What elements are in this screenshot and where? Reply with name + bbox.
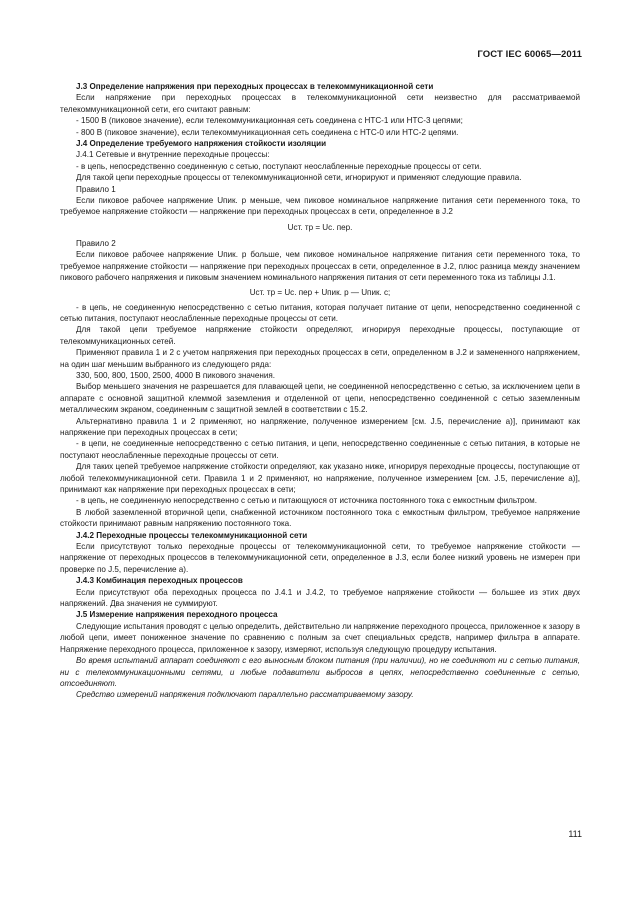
list-item: - 1500 В (пиковое значение), если телекоммуникационная сеть соединена с НТС-1 или НТС-3 цепями; [76,116,463,126]
document-body [60,81,580,701]
standard-header: ГОСТ IEC 60065—2011 [477,49,582,60]
section-heading-j3: J.3 Определение напряжения при переходных процессах в телекоммуникационной сети [76,82,434,91]
page-number: 111 [568,829,582,839]
paragraph: Если присутствуют только переходные процессы от телекоммуникационной сети, то требуемое напряжение стойкости — напряжение от переходных процессов в телекоммуникационной сети, определенное в J.3, если более низкий уровень не измерен при проверке по J.5, перечисление а). [60,542,580,574]
paragraph: Если пиковое рабочее напряжение Uпик. р больше, чем пиковое номинальное напряжение питания сети переменного тока, то требуемое напряжение стойкости — напряжение при переходных процессах в сети, определенное в J.2, плюс разница между значением пикового рабочего напряжения и пиковым значением номинального напряжения питания от сети переменного тока из таблицы J.1. [60,250,580,283]
paragraph: Для такой цепи переходные процессы от телекоммуникационной сети, игнорируют и применяют следующие правила. [76,173,522,183]
list-item: - в цепь, непосредственно соединенную с сетью, поступают неослабленные переходные процессы от сети. [76,161,482,171]
paragraph: Альтернативно правила 1 и 2 применяют, но напряжение, полученное измерением [см. J.5, перечисление а)], принимают как напряжение при переходных процессах в сети; [60,416,580,437]
paragraph: Следующие испытания проводят с целью определить, действительно ли напряжение переходного процесса, приложенное к зазору в любой цепи, имеет пониженное значение по сравнению с полным за счет специальных средств, например фильтра в аппарате. Напряжение переходного процесса, приложенное к зазору, измеряют, используя следующую процедуру испытания. [60,621,580,654]
section-heading-j43: J.4.3 Комбинация переходных процессов [76,576,243,586]
list-item: - в цепь, не соединенную непосредственно с сетью и питающуюся от источника постоянного тока с емкостным фильтром. [76,496,537,506]
section-heading-j5: J.5 Измерение напряжения переходного процесса [76,610,278,620]
list-item: - 800 В (пиковое значение), если телекоммуникационная сеть соединена с НТС-0 или НТС-2 цепями. [76,127,459,137]
paragraph: Если напряжение при переходных процессах в телекоммуникационной сети неизвестно для рассматриваемой телекоммуникационной сети, его считают равным: [60,93,580,114]
paragraph: Для такой цепи требуемое напряжение стойкости определяют, игнорируя переходные процессы, поступающие от телекоммуникационных сетей. [60,325,580,346]
rule-label: Правило 1 [76,184,116,194]
paragraph: Выбор меньшего значения не разрешается для плавающей цепи, не соединенной непосредственно с сетью, за исключением цепи в аппарате с основной защитной клеммой заземления и отделенной от цепи, непосредственно соединенной с сетью заземленным металлическим экраном, соединенным с защитной землей в соответствии с 15.2. [60,382,580,415]
italic-paragraph: Средство измерений напряжения подключают параллельно рассматриваемому зазору. [76,690,414,700]
list-item: - в цепь, не соединенную непосредственно с сетью питания, которая получает питание от цепи, непосредственно соединенной с сетью питания, поступают неослабленные переходные процессы от сети. [60,302,580,323]
section-heading-j4: J.4 Определение требуемого напряжения стойкости изоляции [76,139,327,149]
paragraph: Если пиковое рабочее напряжение Uпик. р меньше, чем пиковое номинальное напряжение питания сети переменного тока, то требуемое напряжение стойкости — напряжение при переходных процессах в сети, определенное в J.2 [60,196,580,217]
paragraph: J.4.1 Сетевые и внутренние переходные процессы: [76,150,270,160]
paragraph: Для таких цепей требуемое напряжение стойкости определяют, как указано ниже, игнорируя переходные процессы, поступающие от любой телекоммуникационной сети. Правила 1 и 2 применяют, но напряжение, полученное измерением [см. J.5, перечисление а)], принимают как напряжение при переходных процессах в сети; [60,462,580,494]
section-heading-j42: J.4.2 Переходные процессы телекоммуникационной сети [76,530,308,540]
list-item: - в цепи, не соединенные непосредственно с сетью питания, и цепи, непосредственно соединенные с сетью питания, в которые не поступают неослабленные переходные процессы от сети. [60,439,580,460]
formula-rule-2: Uст. тр = Uс. пер + Uпик. р — Uпик. с; [249,287,391,297]
italic-paragraph: Во время испытаний аппарат соединяют с его выносным блоком питания (при наличии), но не соединяют ни с сетью питания, ни с телекоммуникационными сетями, и любые подавители выбросов в цепях, непосредственно соединенные с сетью, отсоединяют. [60,656,580,688]
formula-rule-1: Uст. тр = Uс. пер. [287,222,353,232]
paragraph: 330, 500, 800, 1500, 2500, 4000 В пикового значения. [76,370,276,380]
rule-label: Правило 2 [76,238,116,248]
paragraph: В любой заземленной вторичной цепи, снабженной источником постоянного тока с емкостным фильтром, требуемое напряжение стойкости принимают равным напряжению постоянного тока. [60,507,580,529]
paragraph: Применяют правила 1 и 2 с учетом напряжения при переходных процессах в сети, определенном в J.2 и замененного напряжением, на один шаг меньшим выбранного из следующего ряда: [60,348,580,369]
paragraph: Если присутствуют оба переходных процесса по J.4.1 и J.4.2, то требуемое напряжение стойкости — большее из этих двух напряжений. Два значения не суммируют. [60,587,580,609]
